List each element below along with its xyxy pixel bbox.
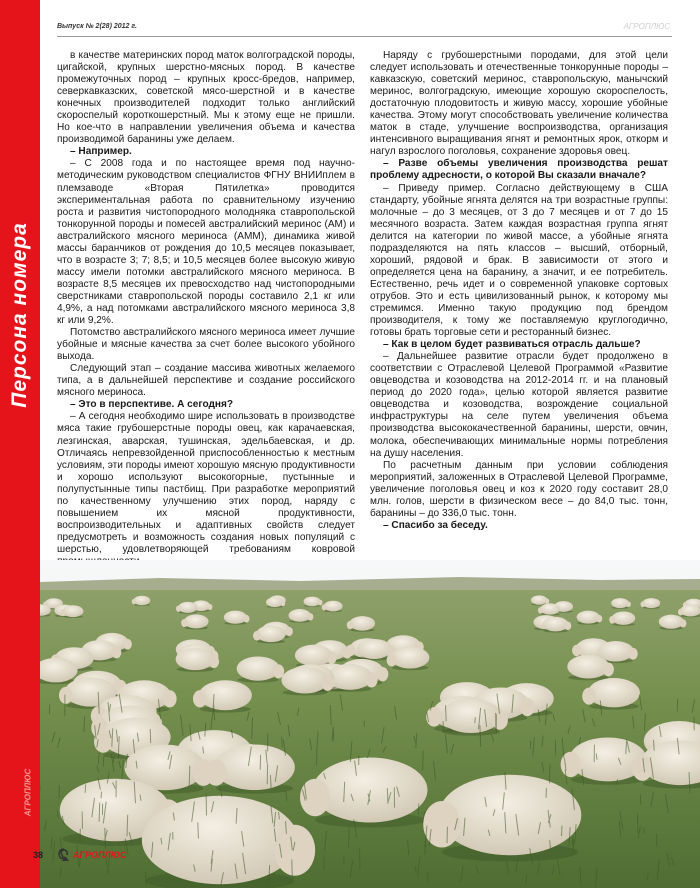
- body-paragraph: – С 2008 года и по настоящее время под научно-методическим руководством специалистов ФГНУ ВНИИплем в племзаводе «Вторая Пятилетка» проводится экспериментальная работа по сравнительному изучению роста и развития чистопородного молодняка ставропольской тонкорунной породы и помесей австралийский меринос (АМ) и австралийского мясного мериноса (АММ), динамика живой массы баранчиков от рождения до 10,5 месяцев показывает, что в возрасте 3; 7; 8,5; и 10,5 месяцев более высокую живую массу имели потомки австралийского мясного мериноса. В возрасте 8,5 месяцев их превосходство над чистопородными сверстниками ставропольской породы составило 2,1 кг или 4,9%, а над потомками австралийского мясного мериноса 3,8 кг или 9,2%.: [57, 158, 355, 327]
- section-label: [2, 165, 38, 465]
- page-number: 38: [33, 850, 44, 860]
- question-paragraph: – Разве объемы увеличения производства решат проблему адресности, о которой Вы сказали вначале?: [370, 158, 668, 182]
- grass-blade: [562, 826, 563, 836]
- question-paragraph: – Спасибо за беседу.: [383, 519, 488, 531]
- side-brand-text: АГРОПЛЮС: [23, 768, 33, 816]
- body-paragraph: По расчетным данным при условии соблюдения мероприятий, заложенных в Отраслевой Целевой Программе, увеличение поголовья овец и коз к 2020 году составит 28,0 млн. голов, шерсти в физическом весе – до 84,0 тыс. тонн, баранины – до 336,0 тыс. тонн.: [370, 459, 668, 519]
- grass-blade: [446, 705, 447, 721]
- left-column: [57, 50, 355, 568]
- grass-blade: [146, 872, 147, 886]
- sheep-flock-image: [40, 560, 700, 888]
- grass-blade: [113, 756, 114, 763]
- ram-logo-icon: [56, 847, 72, 863]
- grass-blade: [271, 775, 272, 788]
- question-paragraph: – Это в перспективе. А сегодня?: [70, 399, 234, 411]
- section-label-text: Персона номера: [8, 222, 31, 408]
- right-column: [370, 50, 668, 532]
- body-paragraph: – Дальнейшее развитие отрасли будет продолжено в соответствии с Отраслевой Целевой Программой «Развитие овцеводства и козоводства на 2012-2014 гг. и на плановый период до 2020 года», целью которой является развитие овцеводства и козоводства, возрождение социальной инфраструктуры на селе путем увеличения объема производства высококачественной баранины, шерсти, овчин, молока, обеспечивающих минимальные нормы потребления на душу населения.: [370, 351, 668, 459]
- question-paragraph: – Как в целом будет развиваться отрасль дальше?: [383, 339, 641, 351]
- body-paragraph: – А сегодня необходимо шире использовать в производстве мяса такие грубошерстные породы овец, как карачаевская, лезгинская, аварская, тушинская, эдельбаевская, и др. Отличаясь непревзойденной приспособленностью к местным условиям, эти породы имеют хорошую мясную продуктивности и хорошо используют высокогорные, пустынные и полупустынные типы пастбищ. При разработке мероприятий по качественному улучшению этих пород, наряду с повышением их мясной продуктивности, воспроизводительных и адаптивных свойств следует предусмотреть и возможность создания новых популяций с шерстью, удовлетворяющей требованиям ковровой: [57, 411, 355, 555]
- body-paragraph: Потомство австралийского мясного мериноса имеет лучшие убойные и мясные качества за счет более высокого убойного выхода.: [57, 327, 355, 363]
- body-paragraph: Следующий этап – создание массива животных желаемого типа, а в дальнейшей перспективе и создание российского мясного мериноса.: [57, 363, 355, 399]
- grass-blade: [637, 813, 638, 833]
- grass-blade: [269, 865, 270, 884]
- grass-blade: [252, 718, 253, 739]
- grass-blade: [99, 803, 100, 822]
- grass-blade: [654, 740, 655, 751]
- grass-blade: [387, 788, 388, 804]
- grass-blade: [292, 860, 293, 879]
- grass-blade: [282, 737, 283, 747]
- body-paragraph: в качестве материнских пород маток волгоградской породы, цигайской, крупных шерстно-мясных пород. В качестве промежуточных пород – крупных кросс-бредов, например, северкавказских, советской мясо-шерстной и в качестве конечных производителей подходит только английский скороспелый короткошерстный. Мы к этому еще не пришли. Но кое-что в направлении увеличения объема и качества производимой баранины уже делаем.: [57, 50, 355, 146]
- grass-blade: [198, 823, 199, 839]
- grass-blade: [85, 784, 86, 792]
- footer-logo: [56, 845, 126, 867]
- body-paragraph: – Приведу пример. Согласно действующему в США стандарту, убойные ягнята делятся на три возрастные группы: молочные – до 3 месяцев, от 3 до 7 месяцев и от 7 до 15 месячного возраста. Затем каждая возрастная группа ягнят делится на категории по живой массе, а убойные ягнята подразделяются на пять классов – высший, отборный, хороший, рядовой и брак. В зависимости от этого и определяется цена на баранину, а значит, и ее потребитель. Естественно, речь идет и о современной упаковке сортовых отрубов. Это и есть цивилизованный рынок, к которому мы стремимся. Именно такую продукцию под брендом производителя, к тому же поставляемую круглогодично, готовы брать торговые сети и ресторанный бизнес.: [370, 182, 668, 339]
- grass-blade: [127, 815, 128, 836]
- grass-blade: [475, 717, 476, 723]
- sheep-photo: [40, 560, 700, 888]
- grass-blade: [530, 741, 531, 749]
- grass-blade: [550, 840, 551, 848]
- grass-blade: [103, 756, 104, 767]
- grass-blade: [349, 827, 350, 848]
- issue-number: Выпуск № 2(28) 2012 г.: [57, 23, 137, 30]
- header-rule: [57, 36, 672, 37]
- logo-text: АГРОПЛЮС: [73, 850, 127, 860]
- side-brand: [19, 732, 37, 852]
- body-paragraph: Наряду с грубошерстными породами, для этой цели следует использовать и отечественные тонкорунные породы – кавказскую, советский меринос, ставропольскую, манычский меринос, волгоградскую, имеющие хорошую скороспелость, достаточную плодовитость и живую массу, хорошие убойные качества. Этому могут способствовать увеличение количества маток в стаде, улучшение воспроизводства, организация интенсивного выращивания ягнят и ремонтных ярок, откорм и нагул взрослого поголовья, сохранение здоровья овец.: [370, 50, 668, 158]
- question-paragraph: – Например.: [70, 146, 132, 158]
- grass-blade: [189, 766, 190, 786]
- header-brand: АГРОПЛЮС: [623, 22, 670, 31]
- grass-blade: [150, 729, 151, 743]
